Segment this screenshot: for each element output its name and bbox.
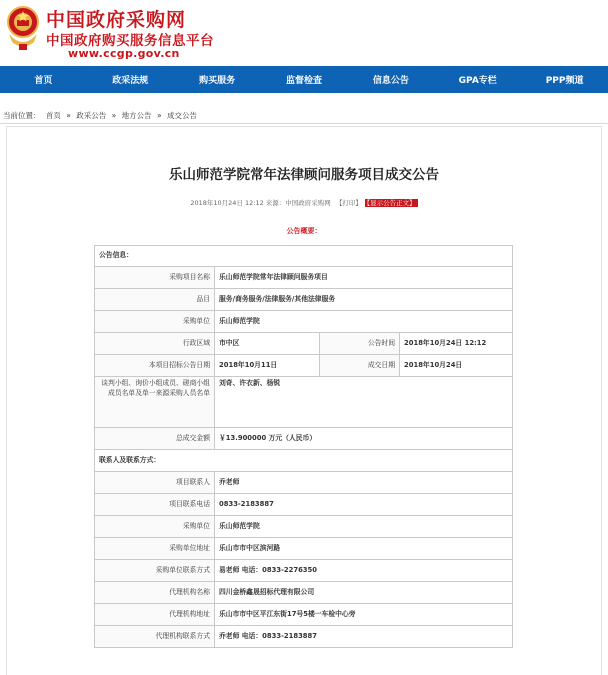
nav-gpa[interactable]: GPA专栏	[458, 76, 497, 86]
table-row	[95, 377, 513, 428]
agency-label: 代理机构名称	[95, 582, 215, 604]
agency-contact-value: 乔老师 电话：0833-2183887	[215, 626, 513, 648]
site-name-sub: 中国政府购买服务信息平台	[46, 33, 214, 49]
nav-supervision[interactable]: 监督检查	[286, 76, 323, 86]
breadcrumb-home[interactable]: 首页	[45, 111, 61, 120]
article-meta	[0, 198, 608, 207]
table-row	[95, 246, 513, 267]
agency-address-label: 代理机构地址	[95, 604, 215, 626]
category-value: 服务/商务服务/法律服务/其他法律服务	[215, 289, 513, 311]
announcement-table	[94, 245, 513, 648]
nav-purchase-services[interactable]: 购买服务	[199, 76, 236, 86]
nav-announcements[interactable]: 信息公告	[372, 76, 409, 86]
region-value: 市中区	[215, 333, 320, 355]
table-row	[95, 472, 513, 494]
project-name-label: 采购项目名称	[95, 267, 215, 289]
divider	[0, 123, 608, 124]
announce-time-label: 公告时间	[320, 333, 400, 355]
contact-label: 项目联系人	[95, 472, 215, 494]
table-row	[95, 560, 513, 582]
breadcrumb-separator: »	[111, 111, 117, 120]
breadcrumb	[3, 110, 200, 121]
site-url: www.ccgp.gov.cn	[68, 47, 180, 60]
breadcrumb-separator: »	[157, 111, 162, 120]
table-row	[95, 582, 513, 604]
nav-ppp[interactable]: PPP频道	[545, 76, 584, 86]
publish-info: 2018年10月24日 12:12 来源：中国政府采购网	[190, 199, 333, 207]
contact-phone-value: 0833-2183887	[215, 494, 513, 516]
buyer2-value: 乐山师范学院	[215, 516, 513, 538]
page-title: 乐山师范学院常年法律顾问服务项目成交公告	[169, 167, 439, 183]
table-row	[95, 428, 513, 450]
table-row	[95, 626, 513, 648]
breadcrumb-prefix: 当前位置：	[3, 111, 41, 120]
section-heading: 公告信息：	[95, 246, 513, 267]
show-body-button[interactable]: 【显示公告正文】	[366, 199, 416, 207]
table-row	[95, 289, 513, 311]
table-row	[95, 494, 513, 516]
buyer-label: 采购单位	[95, 311, 215, 333]
deal-date-value: 2018年10月24日	[400, 355, 513, 377]
agency-value: 四川金桥鑫晟招标代理有限公司	[215, 582, 513, 604]
main-nav	[0, 66, 608, 93]
section-heading: 联系人及联系方式：	[95, 450, 513, 472]
table-row	[95, 267, 513, 289]
table-row	[95, 604, 513, 626]
category-label: 品目	[95, 289, 215, 311]
contact-value: 乔老师	[215, 472, 513, 494]
deal-date-label: 成交日期	[320, 355, 400, 377]
buyer-address-value: 乐山市市中区滨河路	[215, 538, 513, 560]
contact-phone-label: 项目联系电话	[95, 494, 215, 516]
buyer-contact-label: 采购单位联系方式	[95, 560, 215, 582]
agency-address-value: 乐山市市中区平江东街17号5楼一车检中心旁	[215, 604, 513, 626]
project-name-value: 乐山师范学院常年法律顾问服务项目	[215, 267, 513, 289]
site-header	[0, 0, 608, 66]
buyer-contact-value: 易老师 电话：0833-2276350	[215, 560, 513, 582]
national-emblem-icon	[6, 4, 40, 52]
summary-heading: 公告概要：	[286, 227, 322, 235]
site-name-main: 中国政府采购网	[46, 9, 187, 31]
region-label: 行政区域	[95, 333, 215, 355]
committee-value: 刘奇、许衣新、杨锐	[215, 377, 513, 428]
total-label: 总成交金额	[95, 428, 215, 450]
bid-date-label: 本项目招标公告日期	[95, 355, 215, 377]
agency-contact-label: 代理机构联系方式	[95, 626, 215, 648]
nav-regulations[interactable]: 政采法规	[112, 76, 149, 86]
bid-date-value: 2018年10月11日	[215, 355, 320, 377]
table-row	[95, 450, 513, 472]
table-row	[95, 538, 513, 560]
breadcrumb-separator: »	[66, 111, 71, 120]
breadcrumb-deal[interactable]: 成交公告	[167, 111, 198, 120]
total-value: ￥13.900000 万元（人民币）	[215, 428, 513, 450]
table-row	[95, 311, 513, 333]
buyer2-label: 采购单位	[95, 516, 215, 538]
table-row	[95, 355, 513, 377]
breadcrumb-local[interactable]: 地方公告	[121, 111, 152, 120]
announce-time-value: 2018年10月24日 12:12	[400, 333, 513, 355]
table-row	[95, 516, 513, 538]
print-link[interactable]: 【打印】	[335, 199, 362, 207]
nav-home[interactable]: 首页	[34, 76, 53, 86]
committee-label: 谈判小组、询价小组成员、磋商小组成员名单及单一来源采购人员名单	[95, 377, 215, 428]
table-row	[95, 333, 513, 355]
buyer-value: 乐山师范学院	[215, 311, 513, 333]
buyer-address-label: 采购单位地址	[95, 538, 215, 560]
breadcrumb-announcements[interactable]: 政采公告	[76, 111, 107, 120]
